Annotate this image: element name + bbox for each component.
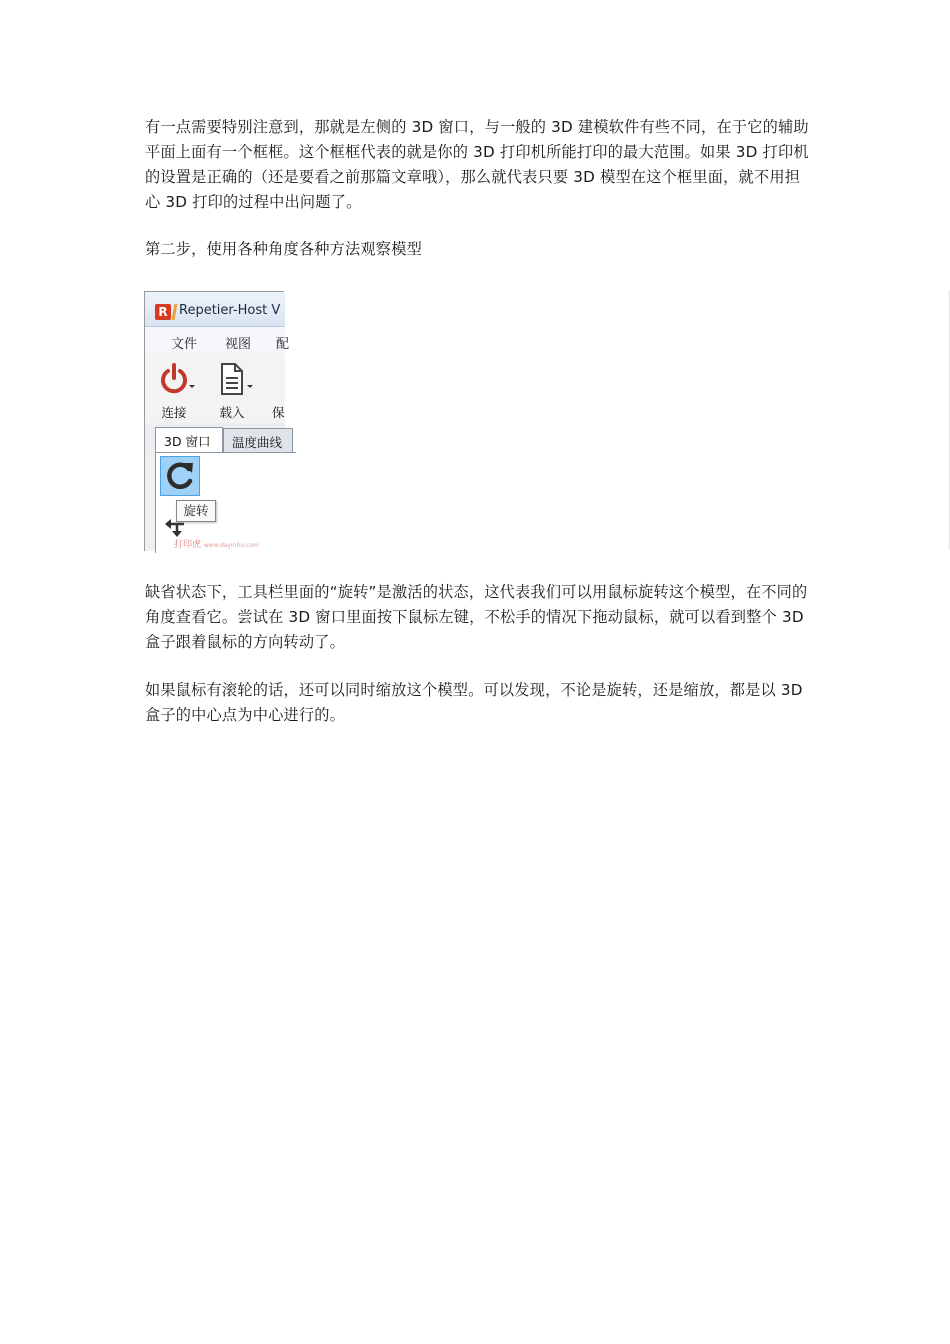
tab-strip [145,423,285,453]
move-icon[interactable] [164,515,190,537]
rotate-button[interactable] [160,456,200,496]
watermark-site: www.dayinhu.com [203,542,259,549]
rotate-icon [161,457,199,495]
intro-paragraph: 有一点需要特别注意到，那就是左侧的 3D 窗口，与一般的 3D 建模软件有些不同，在于它的辅助平面上面有一个框框。这个框框代表的就是你的 3D 打印机所能打印的最大范围。如果 3D 打印机的设置是正确的（还是要看之前那篇文章哦），那么就代表只要 3D 模型在这个框里面，就不用担心 3D 打印的过程中出问题了。 [145,118,809,211]
connect-label: 连接 [161,405,187,420]
load-button[interactable] [217,359,261,419]
toolbar [145,353,285,423]
window-title-bar [145,292,285,327]
connect-button[interactable] [159,359,203,419]
menu-config[interactable]: 配 [276,337,290,352]
watermark-brand: 打印虎 [174,540,202,550]
document-icon [217,361,247,397]
rotate-explanation-paragraph: 缺省状态下，工具栏里面的“旋转”是激活的状态，这代表我们可以用鼠标旋转这个模型，在不同的角度查看它。尝试在 3D 窗口里面按下鼠标左键，不松手的情况下拖动鼠标，就可以看到整个 3D 盒子跟着鼠标的方向转动了。 [145,583,808,651]
save-button[interactable] [272,359,316,419]
menu-bar [145,327,290,353]
watermark [174,537,259,550]
window-title: Repetier-Host V [179,303,281,318]
load-label: 载入 [219,405,245,420]
tab-temperature-curve[interactable]: 温度曲线 [223,428,293,452]
power-icon [159,361,189,397]
chevron-down-icon[interactable] [247,385,253,388]
repetier-logo-icon: R [155,304,171,320]
tab-3d-window[interactable]: 3D 窗口 [155,427,223,453]
zoom-explanation-paragraph: 如果鼠标有滚轮的话，还可以同时缩放这个模型。可以发现，不论是旋转，还是缩放，都是以 3D 盒子的中心点为中心进行的。 [145,681,803,724]
chevron-down-icon[interactable] [189,385,195,388]
menu-file[interactable]: 文件 [171,337,198,352]
step-two-heading: 第二步，使用各种角度各种方法观察模型 [145,240,422,258]
repetier-host-screenshot [144,291,290,551]
3d-window-pane[interactable] [155,452,296,553]
save-label: 保 [272,405,285,420]
menu-view[interactable]: 视图 [225,337,252,352]
rotate-tooltip: 旋转 [176,500,216,522]
